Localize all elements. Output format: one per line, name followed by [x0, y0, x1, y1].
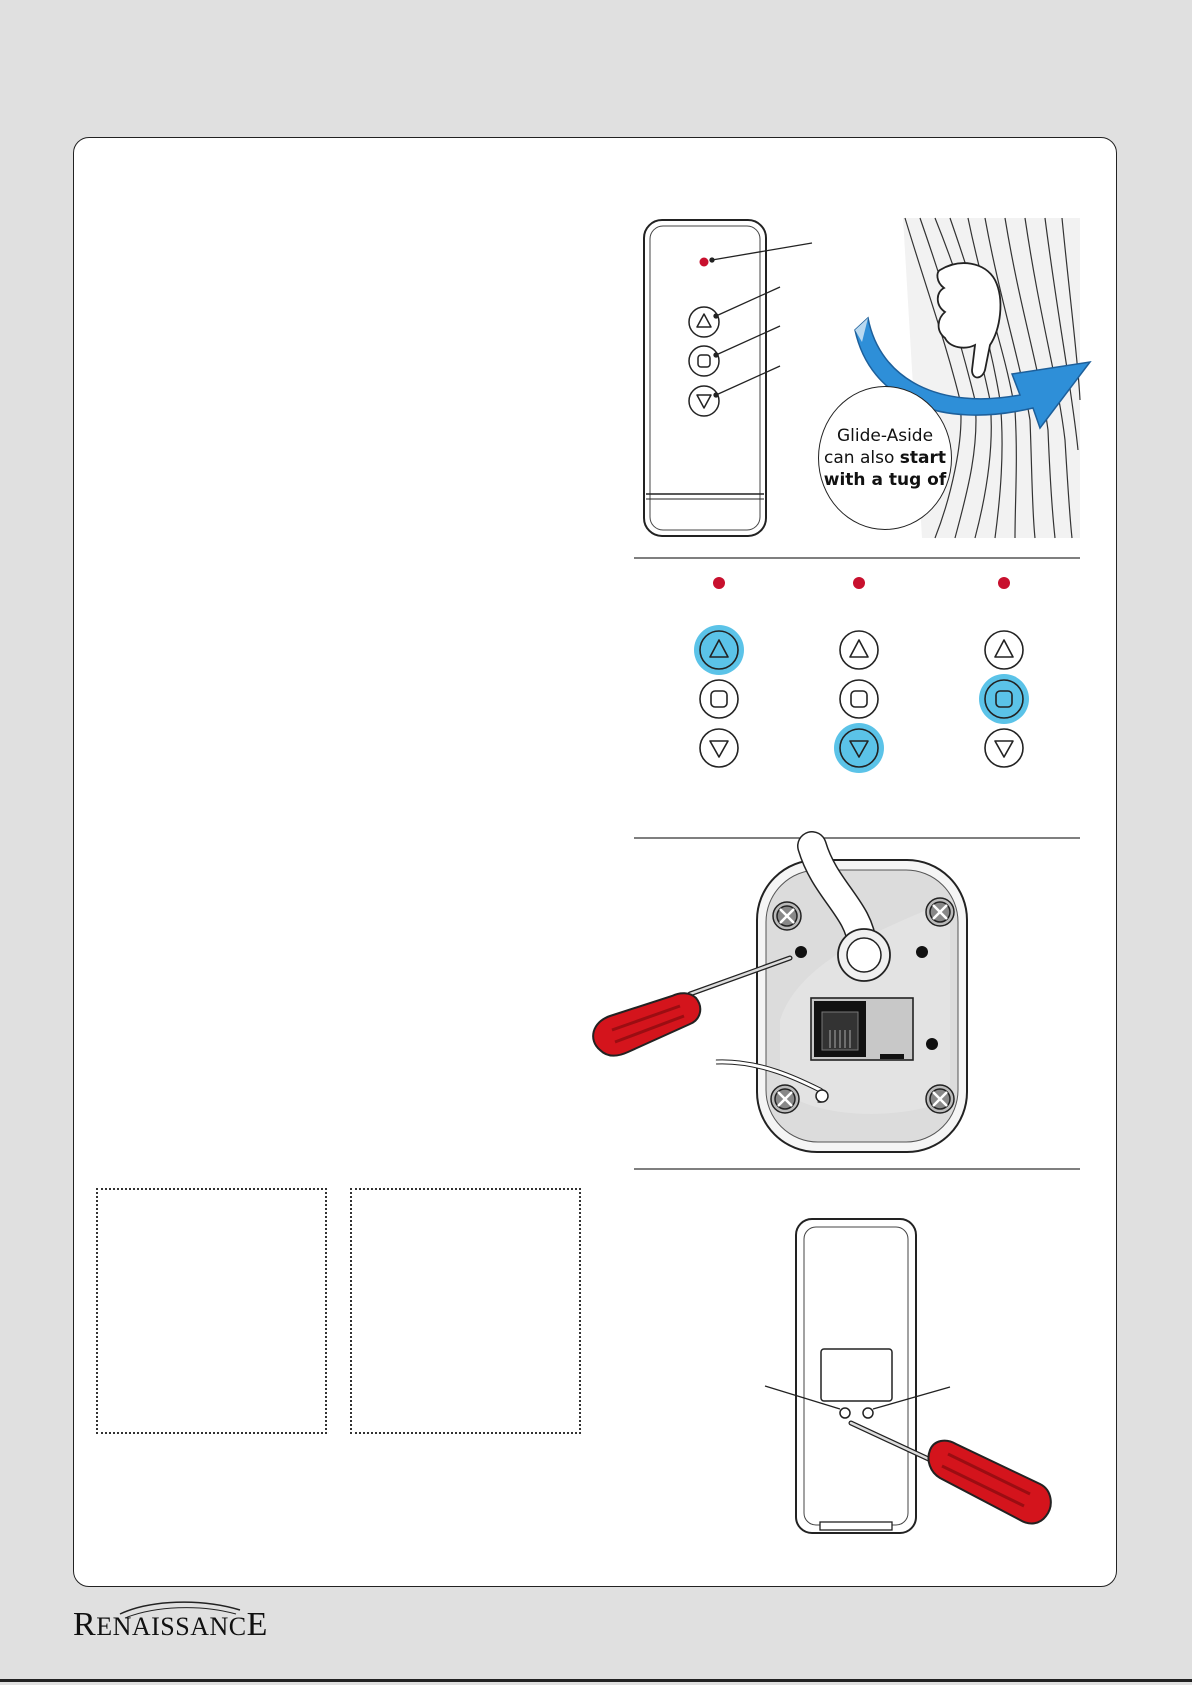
- screw-icon: [771, 1085, 799, 1113]
- led-indicator: [853, 577, 865, 589]
- logo-middle: ENAISSANC: [96, 1612, 247, 1641]
- logo-final: E: [246, 1606, 268, 1643]
- screw-icon: [926, 898, 954, 926]
- remote-control-front: [644, 220, 812, 536]
- state-column-3: [979, 577, 1029, 767]
- reset-hole-left: [840, 1408, 850, 1418]
- down-button: [985, 729, 1023, 767]
- down-button: [689, 386, 719, 416]
- stop-button: [840, 680, 878, 718]
- stop-button: [985, 680, 1023, 718]
- brand-logo: [73, 1606, 268, 1644]
- callout-line-3: with a tug of: [823, 470, 947, 490]
- page-bottom-rule: [0, 1679, 1192, 1682]
- led-indicator: [998, 577, 1010, 589]
- led-indicator: [700, 258, 709, 267]
- up-button: [689, 307, 719, 337]
- stop-button: [700, 680, 738, 718]
- state-column-1: [694, 577, 744, 767]
- up-button: [700, 631, 738, 669]
- led-indicator: [713, 577, 725, 589]
- screw-icon: [773, 902, 801, 930]
- callout-line-2-bold: start: [899, 448, 946, 468]
- state-column-2: [834, 577, 884, 773]
- stop-button: [689, 346, 719, 376]
- callout-line-1: Glide-Aside: [836, 426, 934, 446]
- up-button: [840, 631, 878, 669]
- down-button: [840, 729, 878, 767]
- screw-icon: [926, 1085, 954, 1113]
- remote-control-back: [765, 1219, 950, 1533]
- glide-aside-callout: [818, 386, 952, 530]
- down-button: [700, 729, 738, 767]
- button-states-panel: [694, 577, 1029, 773]
- up-button: [985, 631, 1023, 669]
- callout-line-2: [824, 447, 946, 469]
- callout-line-2-prefix: can also: [824, 448, 900, 468]
- logo-initial: R: [73, 1606, 97, 1643]
- reset-hole-right: [863, 1408, 873, 1418]
- wall-bracket-illustration: [716, 846, 967, 1152]
